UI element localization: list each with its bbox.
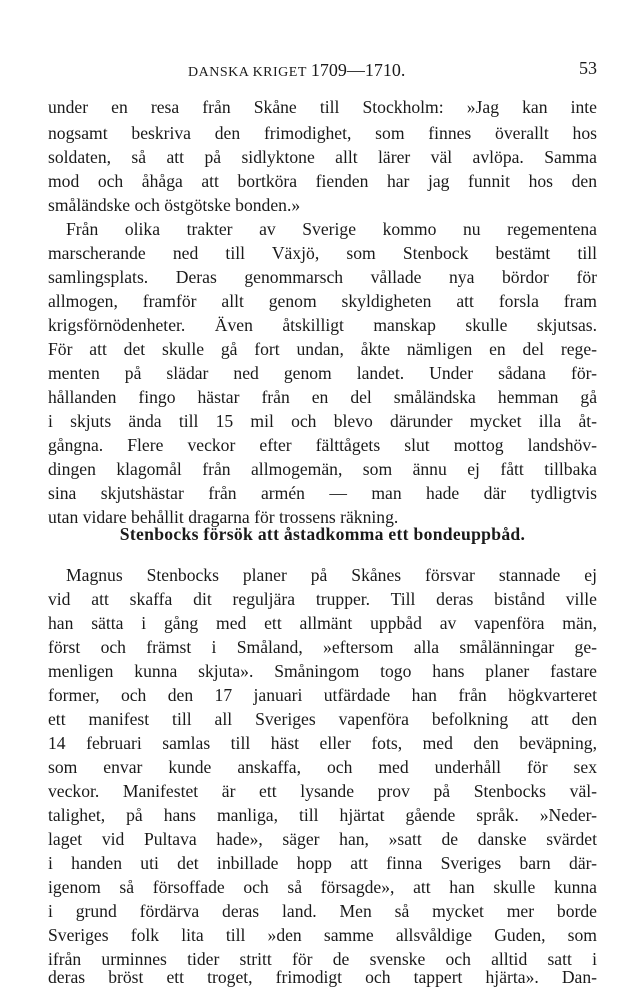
page-number: 53: [579, 58, 597, 78]
text-line: under en resa från Skåne till Stockholm: »Jag kan inte: [48, 97, 597, 117]
running-title-years: 1709—1710.: [310, 60, 406, 80]
running-title: [188, 60, 405, 81]
text-line: former, och den 17 januari utfärdade han från högkvarteret: [48, 685, 597, 705]
text-line: Från olika trakter av Sverige kommo nu regementena: [66, 219, 597, 239]
running-title-text: DANSKA KRIGET: [188, 65, 307, 80]
text-line: utan vidare behållit dragarna för trossens räkning.: [48, 507, 399, 527]
text-line: sina skjutshästar från armén — man hade där tydligtvis: [48, 483, 597, 503]
text-line: menligen kunna skjuta». Småningom togo hans planer fastare: [48, 661, 597, 681]
text-line: laget vid Pultava hade», säger han, »satt de danske svärdet: [48, 829, 597, 849]
text-line: först och främst i Småland, »eftersom alla smålänningar ge-: [48, 637, 597, 657]
text-line: nogsamt beskriva den frimodighet, som finnes överallt hos: [48, 123, 597, 143]
running-head: [48, 60, 597, 84]
text-line: småländske och östgötske bonden.»: [48, 195, 301, 215]
text-line: vid att skaffa dit reguljära trupper. Till deras bistånd ville: [48, 589, 597, 609]
text-line: För att det skulle gå fort undan, åkte nämligen en del rege-: [48, 339, 597, 359]
text-line: soldaten, så att på sidlyktone allt lärer väl avlöpa. Samma: [48, 147, 597, 167]
text-line: dingen klagomål från allmogemän, som ännu ej fått tillbaka: [48, 459, 597, 479]
text-line: ifrån urminnes tider stritt för de svenske och alltid satt i: [48, 949, 597, 969]
text-line: Magnus Stenbocks planer på Skånes försvar stannade ej: [66, 565, 597, 585]
text-line: igenom så försoffade och så försagde», att han skulle kunna: [48, 877, 597, 897]
text-line: i grund fördärva deras land. Men så mycket mer borde: [48, 901, 597, 921]
text-line: han sätta i gång med ett allmänt uppbåd av vapenföra män,: [48, 613, 597, 633]
text-line: Sveriges folk lita till »den samme allsvåldige Guden, som: [48, 925, 597, 945]
text-line: hållanden fingo hästar från en del småländska hemman gå: [48, 387, 597, 407]
text-line: menten på slädar ned genom landet. Under sådana för-: [48, 363, 597, 383]
text-line: talighet, på hans manliga, till hjärtat gående språk. »Neder-: [48, 805, 597, 825]
text-line: i handen uti det inbillade hopp att finna Sveriges barn där-: [48, 853, 597, 873]
text-line: ett manifest till all Sveriges vapenföra befolkning att den: [48, 709, 597, 729]
text-line: krigsförnödenheter. Även åtskilligt manskap skulle skjutsas.: [48, 315, 597, 335]
text-line: veckor. Manifestet är ett lysande prov på Stenbocks väl-: [48, 781, 597, 801]
text-line: marscherande ned till Växjö, som Stenbock bestämt till: [48, 243, 597, 263]
text-line: som envar kunde anskaffa, och med underhåll för sex: [48, 757, 597, 777]
text-line: samlingsplats. Deras genommarsch vållade nya bördor för: [48, 267, 597, 287]
text-line: deras bröst ett troget, frimodigt och tappert hjärta». Dan-: [48, 967, 597, 987]
text-line: 14 februari samlas till häst eller fots, med den beväpning,: [48, 733, 597, 753]
text-line: mod och åhåga att bortköra fienden har jag funnit hos den: [48, 171, 597, 191]
text-line: i skjuts ända till 15 mil och blevo därunder mycket illa åt-: [48, 411, 597, 431]
section-heading: Stenbocks försök att åstadkomma ett bondeuppbåd.: [119, 524, 526, 544]
text-line: gångna. Flere veckor efter fälttågets slut mottog landshöv-: [48, 435, 597, 455]
text-line: allmogen, framför allt genom skyldigheten att forsla fram: [48, 291, 597, 311]
